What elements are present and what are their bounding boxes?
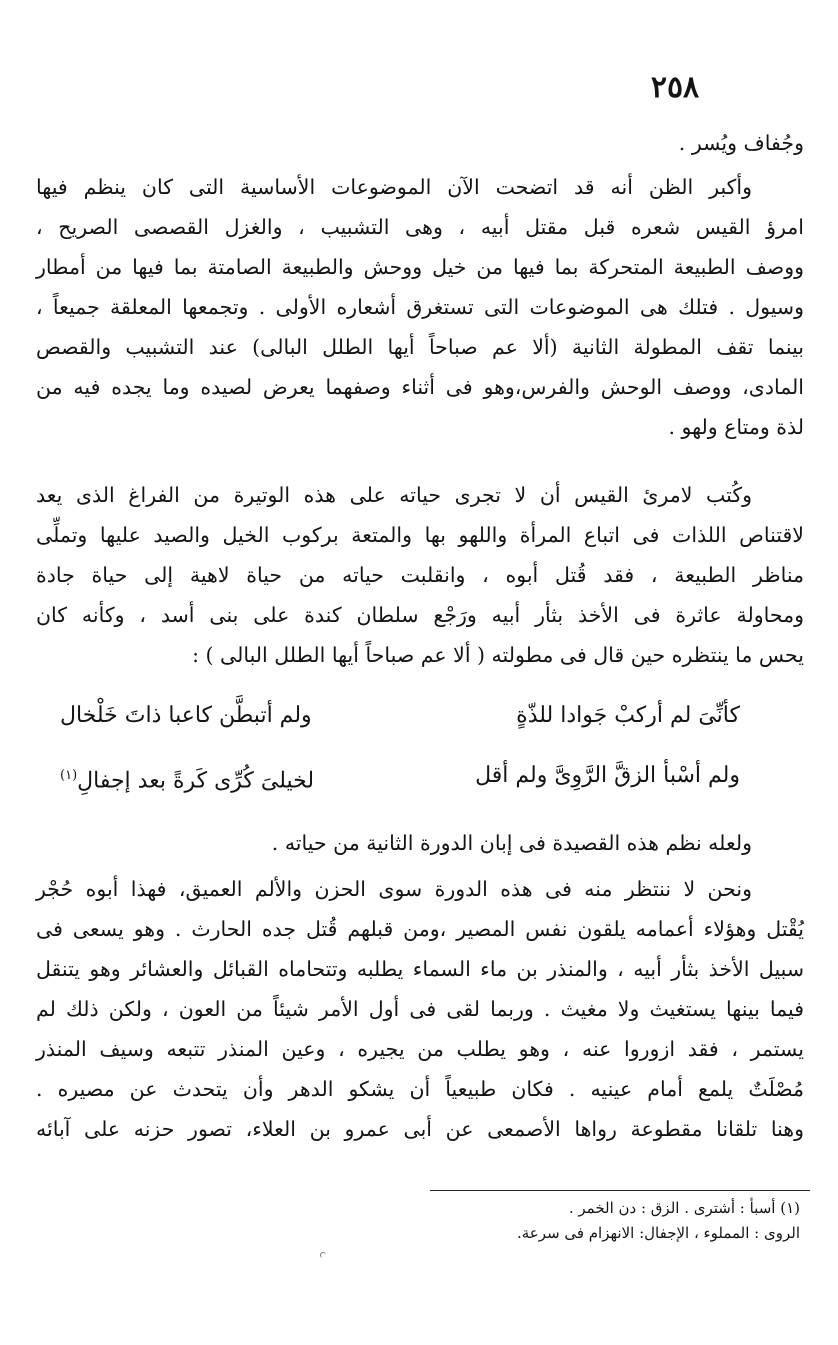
paragraph-line: لذة ومتاع ولهو .: [668, 415, 804, 439]
verse-line: [60, 686, 740, 746]
paragraph-line: ووصف الطبيعة المتحركة بما فيها من خيل ووحش والطبيعة الصامتة بما فيها من أمطار: [36, 255, 804, 279]
verse-second-hemistich-text: لخيلىَ كُرِّى كَرةً بعد إجفالِ: [77, 768, 315, 794]
verse-second-hemistich: ولم أتبطَّن كاعبا ذاتَ خَلْخال: [60, 703, 312, 728]
paper-speck: [320, 1252, 326, 1258]
paragraph-line: يستمر ، فقد ازوروا عنه ، وهو يطلب من يجيره ، وعين المنذر تتبعه وسيف المنذر: [36, 1037, 804, 1061]
continuation-line: وجُفاف ويُسر .: [678, 131, 804, 155]
verse-second-hemistich: [60, 746, 314, 806]
verse-first-hemistich: كأنِّىَ لم أركبْ جَوادا للذّةٍ: [516, 703, 740, 728]
paragraph-line: بينما تقف المطولة الثانية (ألا عم صباحاً أيها الطلل البالى) عند التشبيب والقصص: [36, 335, 804, 359]
continuation-text: [36, 123, 804, 163]
footnote-line: الروى : المملوء ، الإجفال: الانهزام فى سرعة.: [516, 1224, 800, 1242]
verse-first-hemistich: ولم أسْبأ الزقَّ الرَّوِىَّ ولم أقل: [475, 763, 740, 788]
paragraph-2: [36, 475, 804, 675]
footnote-divider: [430, 1190, 810, 1191]
paragraph-line: ونحن لا ننتظر منه فى هذه الدورة سوى الحزن والألم العميق، فهذا أبوه حُجْر: [36, 877, 752, 901]
paragraph-line: يحس ما ينتظره حين قال فى مطولته ( ألا عم صباحاً أيها الطلل البالى ) :: [192, 643, 804, 667]
paragraph-line: سبيل الأخذ بثأر أبيه ، والمنذر بن ماء السماء يطلبه وتتحاماه القبائل والعشائر وهو يتنقل: [36, 957, 804, 981]
footnote-line: (١) أسبأ : أشترى . الزق : دن الخمر .: [568, 1199, 800, 1217]
paragraph-line: المادى، ووصف الوحش والفرس،وهو فى أثناء وصفهما يعرض لصيده وما يجده فيه من: [36, 375, 804, 399]
paragraph-line: فيما بينها يستغيث ولا مغيث . وربما لقى فى أول الأمر شيئاً من العون ، ولكن ذلك لم: [36, 997, 804, 1021]
verse-line: [60, 746, 740, 806]
footnotes: [400, 1196, 800, 1246]
paragraph-line: وسيول . فتلك هى الموضوعات التى تستغرق أشعاره الأولى . وتجمعها المعلقة جميعاً ،: [36, 295, 804, 319]
paragraph-line: وهنا تلقانا مقطوعة رواها الأصمعى عن أبى عمرو بن العلاء، تصور حزنه على آبائه: [36, 1117, 804, 1141]
paragraph-line: لاقتناص اللذات فى اتباع المرأة واللهو بها والمتعة بركوب الخيل والصيد عليها وتملِّى: [36, 523, 804, 547]
paragraph-line: ومحاولة عاثرة فى الأخذ بثأر أبيه ورَجْع سلطان كندة على بنى أسد ، وكأنه كان: [36, 603, 804, 627]
paragraph-1: [36, 167, 804, 447]
poem-verses: [60, 686, 740, 806]
paragraph-line: ولعله نظم هذه القصيدة فى إبان الدورة الثانية من حياته .: [271, 831, 752, 855]
short-paragraph: [36, 823, 804, 863]
footnote-marker: (١): [60, 768, 78, 783]
paragraph-line: مناظر الطبيعة ، فقد قُتل أبوه ، وانقلبت حياته من حياة لاهية إلى حياة جادة: [36, 563, 804, 587]
page-number: ٢٥٨: [650, 70, 700, 105]
paragraph-line: يُقْتل وهؤلاء أعمامه يلقون نفس المصير ،ومن قبلهم قُتل جده الحارث . وهو يسعى فى: [36, 917, 804, 941]
paragraph-3: [36, 869, 804, 1149]
paragraph-line: وكُتب لامرئ القيس أن لا تجرى حياته على هذه الوتيرة من الفراغ الذى يعد: [36, 483, 752, 507]
paragraph-line: وأكبر الظن أنه قد اتضحت الآن الموضوعات الأساسية التى كان ينظم فيها: [36, 175, 752, 199]
paragraph-line: مُصْلَتٌ يلمع أمام عينيه . فكان طبيعياً أن يشكو الدهر وأن يتحدث عن مصيره .: [36, 1077, 804, 1101]
paragraph-line: امرؤ القيس شعره قبل مقتل أبيه ، وهى التشبيب ، والغزل القصصى الصريح ،: [36, 215, 804, 239]
